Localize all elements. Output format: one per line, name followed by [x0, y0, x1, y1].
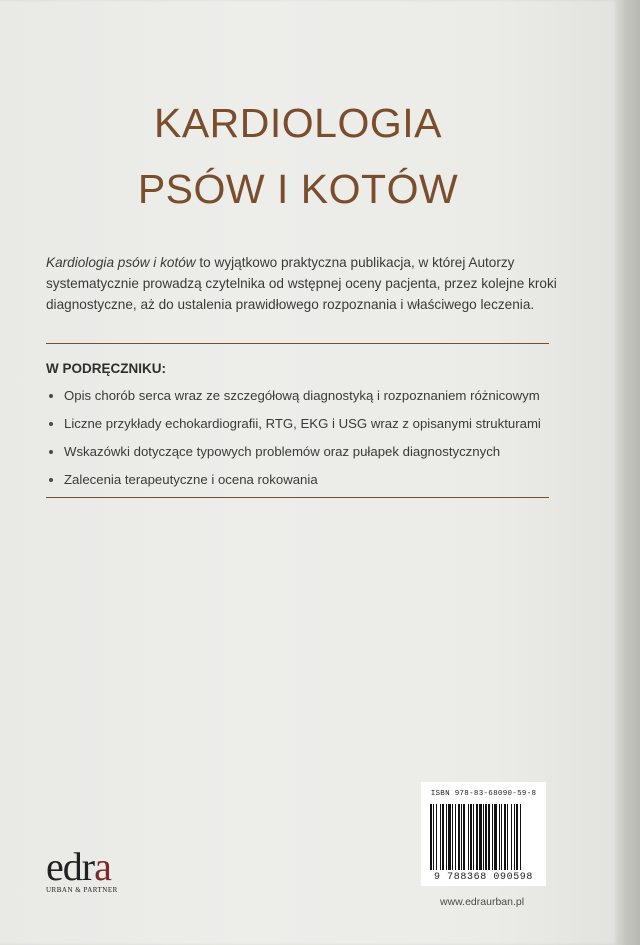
publisher-logo: [46, 844, 126, 894]
intro-text: to wyjątkowo praktyczna publikacja, w której Autorzy systematycznie prowadzą czytelnika od wstępnej oceny pacjenta, przez kolejne kroki diagnostyczne, aż do ustalenia prawidłowego rozpoznania i właściwego leczenia.: [46, 255, 557, 312]
barcode-bar: [448, 804, 451, 870]
bullet-icon: [49, 394, 53, 398]
list-item-text: Opis chorób serca wraz ze szczegółową diagnostyką i rozpoznaniem różnicowym: [64, 388, 540, 403]
barcode-bar: [476, 804, 478, 870]
list-item: [48, 387, 541, 415]
barcode-bar: [520, 804, 521, 870]
barcode-bar: [446, 804, 447, 870]
barcode-bar: [511, 804, 512, 870]
barcode-bar: [463, 804, 465, 870]
barcode-bar: [442, 804, 444, 870]
barcode-bar: [433, 804, 434, 870]
barcode-bar: [461, 804, 462, 870]
barcode-bar: [507, 804, 508, 870]
bullet-icon: [49, 422, 53, 426]
isbn-label: ISBN 978-83-68090-59-8: [430, 790, 537, 798]
barcode-bar: [504, 804, 506, 870]
list-item-text: Wskazówki dotyczące typowych problemów oraz pułapek diagnostycznych: [64, 444, 501, 459]
top-divider: [46, 343, 549, 344]
barcode-bar: [485, 804, 487, 870]
publisher-website: www.edraurban.pl: [440, 896, 525, 908]
barcode-bar: [501, 804, 502, 870]
barcode-bar: [516, 804, 518, 870]
book-title-line-2: PSÓW I KOTÓW: [137, 166, 459, 212]
barcode-bar: [494, 804, 497, 870]
intro-paragraph: [46, 252, 566, 315]
barcode-bar: [488, 804, 490, 870]
barcode-bar: [430, 804, 432, 870]
barcode-bar: [479, 804, 482, 870]
barcode-bar: [470, 804, 472, 870]
bottom-divider: [46, 497, 549, 498]
bullet-icon: [49, 450, 53, 454]
barcode-bar: [440, 804, 441, 870]
publisher-logo-mark: edra: [46, 844, 111, 889]
barcode-icon: [430, 804, 537, 870]
barcode-bar: [473, 804, 474, 870]
book-title-line-1: KARDIOLOGIA: [153, 100, 442, 146]
publisher-logo-subtitle: URBAN & PARTNER: [46, 886, 118, 894]
isbn-barcode: [421, 782, 546, 886]
barcode-bar: [492, 804, 493, 870]
bullet-icon: [49, 478, 53, 482]
section-heading: W PODRĘCZNIKU:: [46, 361, 166, 376]
barcode-bar: [483, 804, 484, 870]
list-item: [48, 443, 541, 471]
list-item: [48, 471, 541, 499]
barcode-bar: [436, 804, 437, 870]
list-item-text: Zalecenia terapeutyczne i ocena rokowania: [64, 472, 318, 487]
intro-book-title: Kardiologia psów i kotów: [46, 255, 196, 270]
book-spine-edge: [618, 0, 640, 945]
barcode-bar: [455, 804, 456, 870]
barcode-bar: [514, 804, 515, 870]
barcode-bar: [458, 804, 460, 870]
barcode-bar: [452, 804, 453, 870]
barcode-bar: [499, 804, 500, 870]
feature-list: [48, 387, 541, 499]
barcode-bar: [468, 804, 469, 870]
list-item-text: Liczne przykłady echokardiografii, RTG, EKG i USG wraz z opisanymi strukturami: [64, 416, 541, 431]
list-item: [48, 415, 541, 443]
barcode-digits: 9 788368 090598: [433, 872, 533, 883]
